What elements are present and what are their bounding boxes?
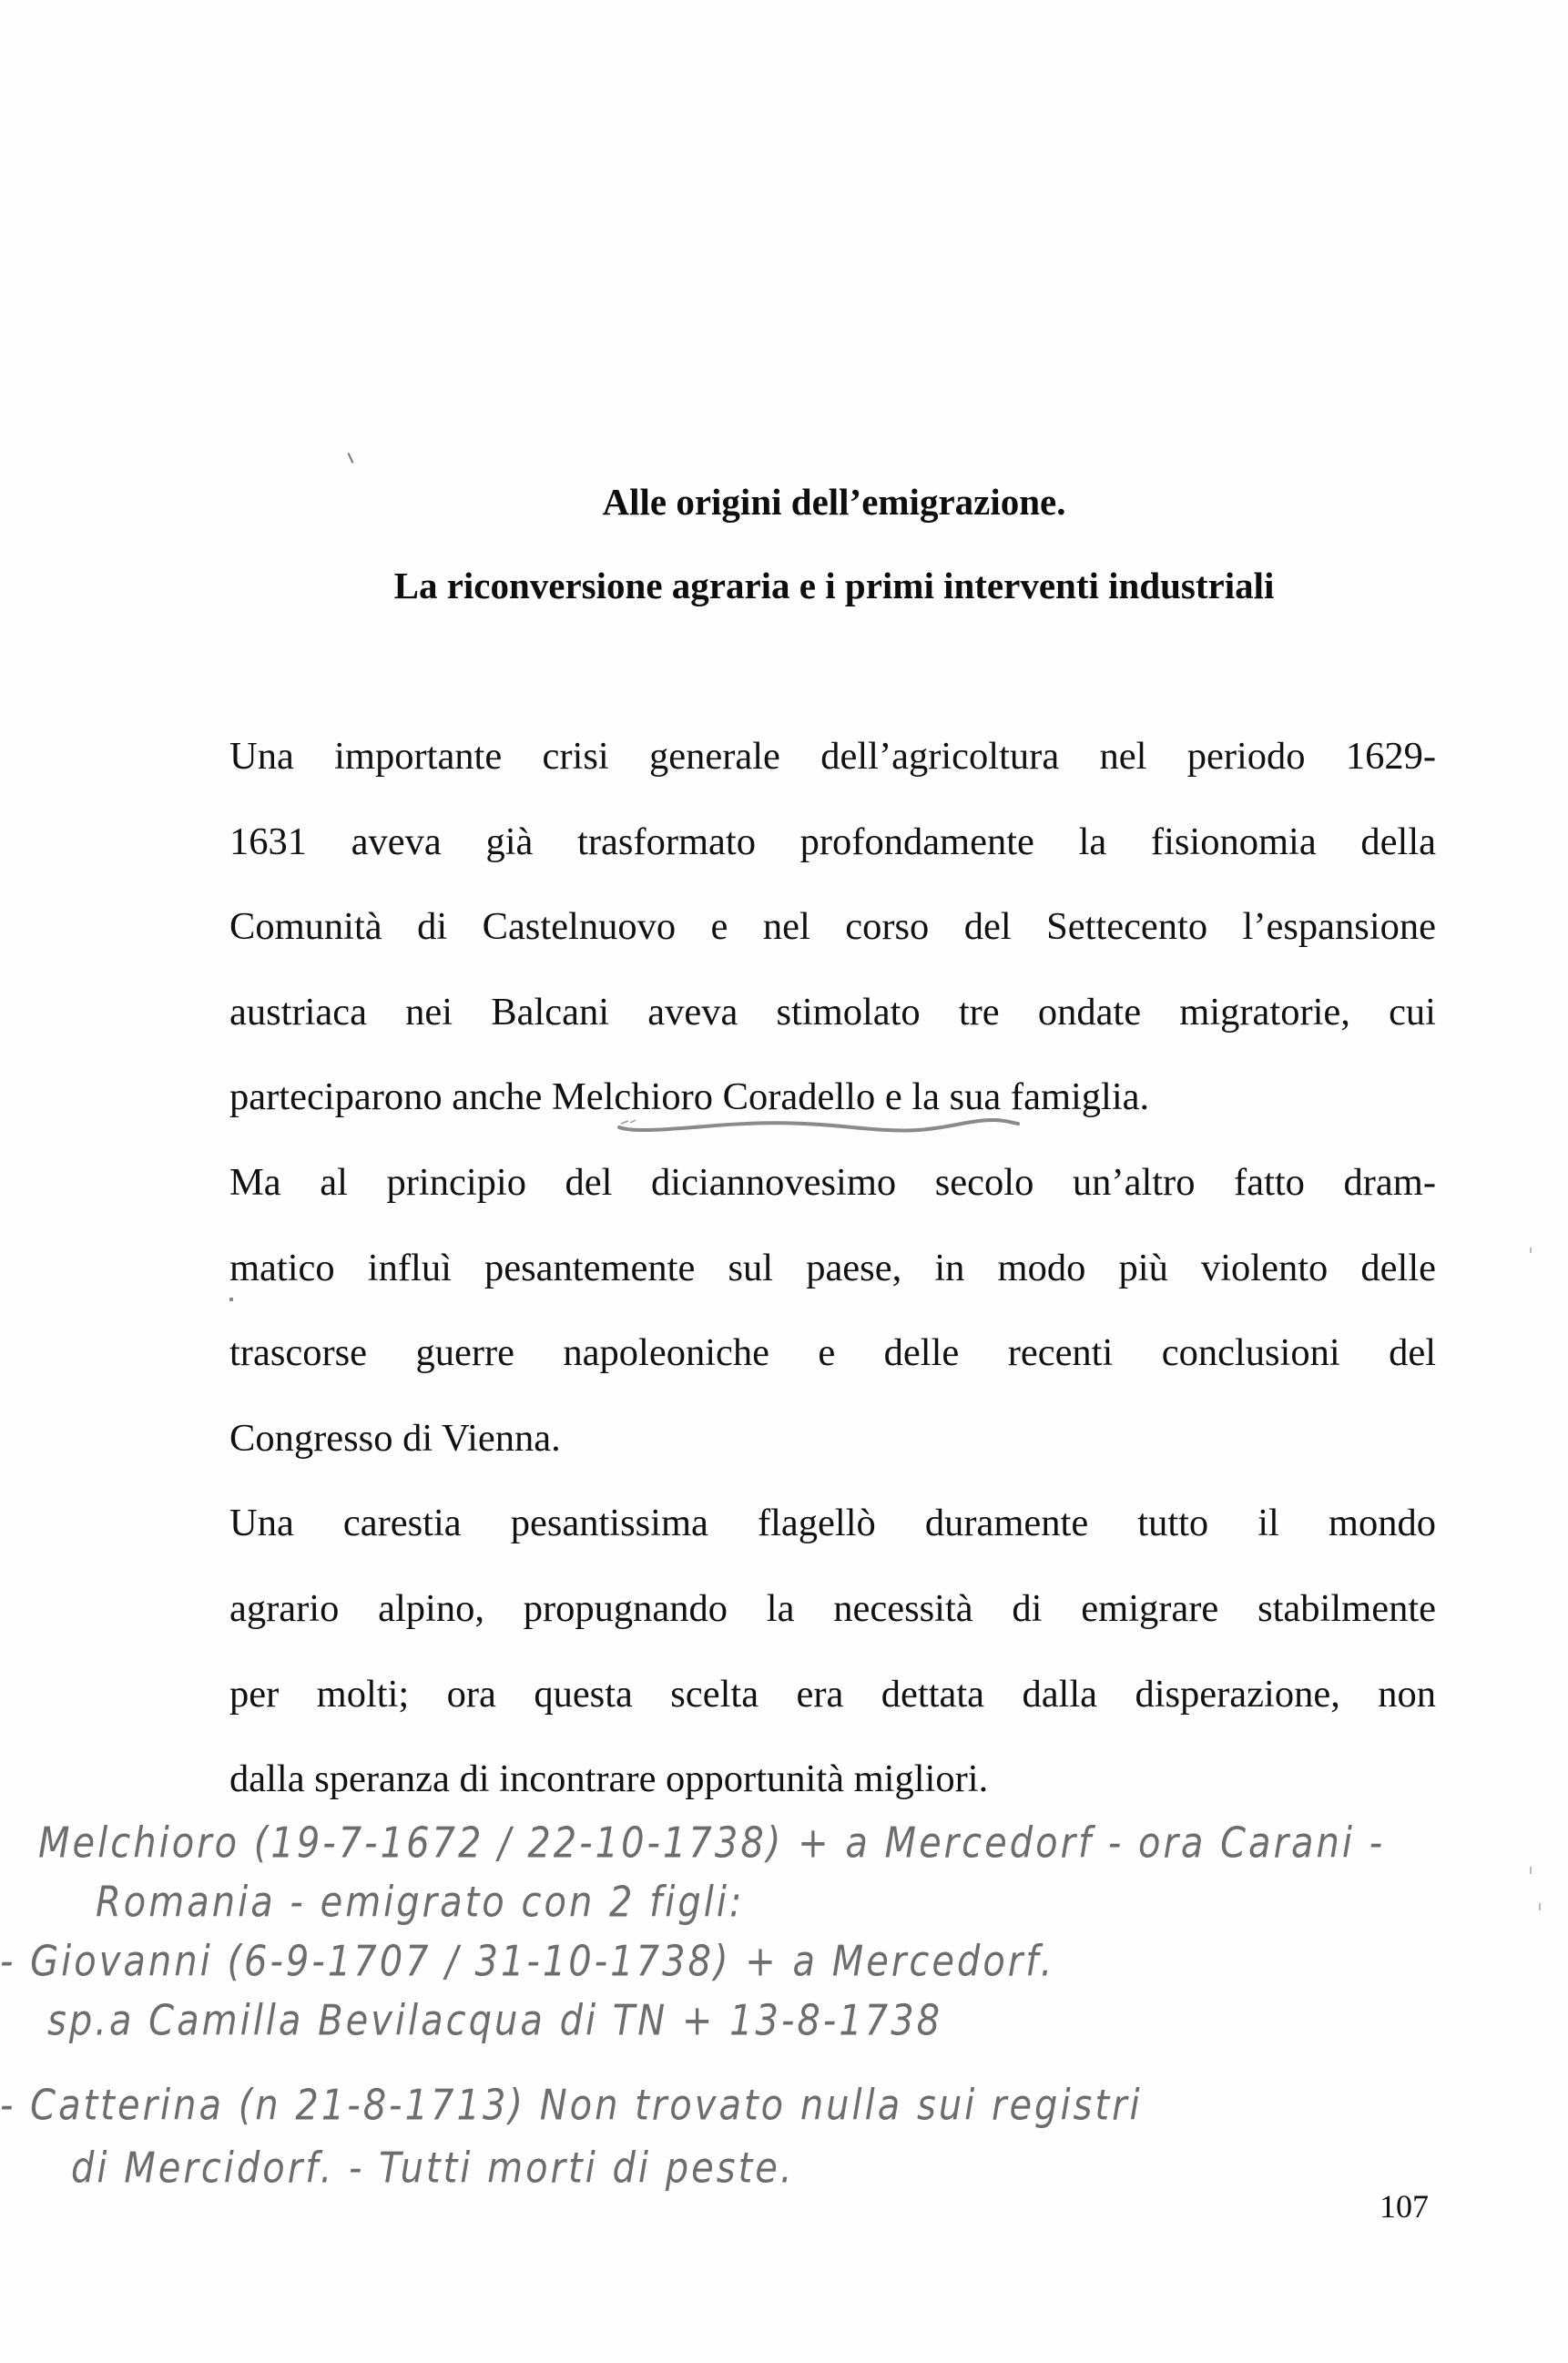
- handwritten-note-line: Melchioro (19-7-1672 / 22-10-1738) + a Mercedorf - ora Carani -: [38, 1819, 1386, 1868]
- body-line: per molti; ora questa scelta era dettata dalla disperazione, non: [229, 1672, 1436, 1716]
- body-line: Ma al principio del diciannovesimo secolo un’altro fatto dram-: [229, 1160, 1436, 1204]
- scan-speck: [229, 1298, 233, 1301]
- body-line: Congresso di Vienna.: [229, 1416, 561, 1460]
- body-line: 1631 aveva già trasformato profondamente la fisionomia della: [229, 820, 1436, 863]
- handwritten-note-line: sp.a Camilla Bevilacqua di TN + 13-8-1738: [47, 1997, 943, 2045]
- body-line: agrario alpino, propugnando la necessità di emigrare stabilmente: [229, 1586, 1436, 1630]
- scan-speck: [1539, 1903, 1541, 1910]
- scan-speck: [1530, 1867, 1532, 1874]
- chapter-title-line-1: Alle origini dell’emigrazione.: [602, 481, 1066, 523]
- body-line: Una carestia pesantissima flagellò duramente tutto il mondo: [229, 1502, 1436, 1545]
- page-number: 107: [1380, 2188, 1429, 2225]
- scan-speck: [1530, 1248, 1532, 1253]
- handwritten-note-line: Romania - emigrato con 2 figli:: [96, 1879, 745, 1927]
- body-line-text: e la sua famiglia.: [875, 1075, 1150, 1119]
- handwritten-note-line: di Mercidorf. - Tutti morti di peste.: [71, 2144, 795, 2193]
- body-line: Una importante crisi generale dell’agricoltura nel periodo 1629-: [229, 735, 1436, 778]
- body-line: austriaca nei Balcani aveva stimolato tre ondate migratorie, cui: [229, 990, 1436, 1034]
- chapter-title-line-2: La riconversione agraria e i primi interventi industriali: [393, 565, 1275, 606]
- handwritten-note-line: - Catterina (n 21-8-1713) Non trovato nulla sui registri: [0, 2082, 1143, 2130]
- underlined-name: Melchioro Coradello: [551, 1075, 876, 1119]
- body-line: matico influì pesantemente sul paese, in modo più violento delle: [229, 1246, 1436, 1289]
- body-line-text: parteciparono anche: [229, 1075, 552, 1119]
- body-line: dalla speranza di incontrare opportunità migliori.: [229, 1757, 989, 1801]
- body-line: Comunità di Castelnuovo e nel corso del Settecento l’espansione: [229, 905, 1436, 949]
- body-line: trascorse guerre napoleoniche e delle recenti conclusioni del: [229, 1331, 1436, 1375]
- handwritten-note-line: - Giovanni (6-9-1707 / 31-10-1738) + a Mercedorf.: [0, 1938, 1055, 1986]
